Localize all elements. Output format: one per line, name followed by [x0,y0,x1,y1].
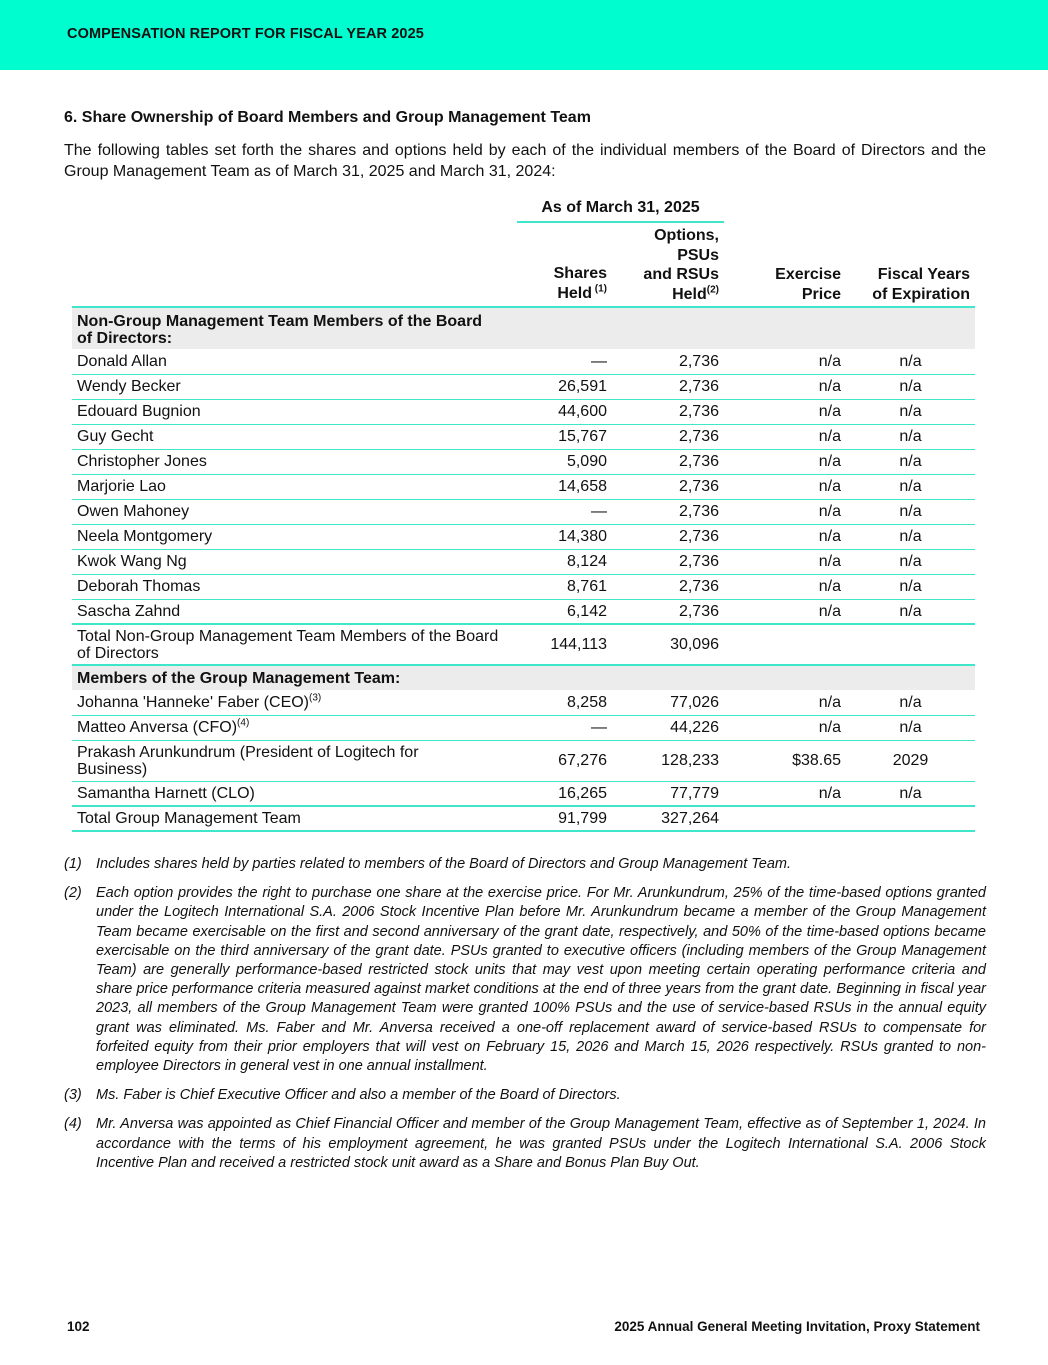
footnote-text: Each option provides the right to purchase one share at the exercise price. For Mr. Arunkundrum, 25% of the time-based options granted under the Logitech International S.A. 2006 Stock Incentive Plan before Mr. Arunkundrum became a member of the Group Management Team became exercisable on the first and second anniversary of the grant date, respectively, and 50% of the time-based options became exercisable on the third anniversary of the grant date. PSUs granted to executive officers (including members of the Group Management Team) are generally performance-based restricted stock units that may vest upon meeting certain operating performance criteria and share price performance criteria measured against market conditions at the end of three years from the grant date. Beginning in fiscal year 2023, all members of the Group Management Team were granted 100% PSUs and the use of service-based RSUs in the annual equity grant was eliminated. Ms. Faber and Mr. Anversa received a one-off replacement award of service-based RSUs to compensate for forfeited equity from their prior employers that will vest on February 15, 2026 and March 15, 2026 respectively. RSUs granted to non-employee Directors in general vest in one annual installment. [96,885,986,1075]
shares-held: — [591,503,607,520]
fiscal-expiration: n/a [899,503,922,520]
table-row [72,449,975,474]
table-row [72,549,975,574]
table-row [72,715,975,740]
section-heading-row [72,307,975,349]
exercise-label-line1: Exercise [775,266,841,283]
exercise-price: n/a [818,453,841,470]
exercise-label-line2: Price [801,285,841,303]
options-label-line1: Options, [654,227,719,244]
footnote-number: (4) [64,1116,82,1133]
shares-held: 44,600 [558,403,607,420]
table-header-row [72,226,975,307]
fiscal-expiration: n/a [899,578,922,595]
exercise-price: n/a [818,578,841,595]
exercise-price: n/a [818,403,841,420]
table-row [72,690,975,715]
exercise-price: n/a [818,428,841,445]
fiscal-expiration: n/a [899,719,922,736]
options-held: 2,736 [678,403,719,420]
fiscal-expiration: n/a [899,378,922,395]
footnote-4 [64,1115,986,1173]
section-heading: Non-Group Management Team Members of the Board of Directors: [77,312,483,347]
shares-held: 8,761 [566,578,607,595]
shares-held: 14,380 [558,528,607,545]
footnote-3 [64,1086,986,1105]
member-name: Prakash Arunkundrum (President of Logitech for Business) [77,743,419,778]
table-row [72,524,975,549]
total-options-held: 327,264 [661,810,719,827]
table-row [72,574,975,599]
exercise-price-column-header [724,226,846,307]
options-label-line4: Held [672,285,707,303]
table-row [72,374,975,399]
header-band [0,0,1048,70]
fiscal-expiration: n/a [899,428,922,445]
footnotes [64,855,986,1183]
options-held: 2,736 [678,453,719,470]
footnote-text: Ms. Faber is Chief Executive Officer and also a member of the Board of Directors. [96,1087,621,1104]
options-held: 2,736 [678,428,719,445]
table-row [72,499,975,524]
shares-held: 6,142 [566,602,607,620]
member-name: Sascha Zahnd [77,602,181,620]
exercise-price: n/a [818,503,841,520]
footnote-ref-4: (4) [237,717,250,729]
footnote-text: Mr. Anversa was appointed as Chief Financial Officer and member of the Group Management Team, effective as of September 1, 2024. In accordance with the terms of his employment agreement, he was granted PSUs under the Logitech International S.A. 2006 Stock Incentive Plan and received a restricted stock unit award as a Share and Bonus Plan Buy Out. [96,1116,986,1171]
shares-held: 8,124 [566,553,607,570]
table-row [72,349,975,374]
exercise-price: n/a [818,553,841,570]
options-column-header [612,226,724,307]
exercise-price: n/a [818,478,841,495]
fiscal-expiration: n/a [899,693,922,711]
fiscal-expiration: n/a [899,528,922,545]
total-label: Total Non-Group Management Team Members of the Board of Directors [77,627,499,662]
table-row [72,781,975,806]
footnote-number: (3) [64,1087,82,1104]
options-held: 77,779 [670,784,719,802]
member-name: Edouard Bugnion [77,403,201,420]
shares-held: 8,258 [566,693,607,711]
footnote-ref-1: (1) [592,283,607,295]
member-name: Guy Gecht [77,428,154,445]
fiscal-expiration: n/a [899,478,922,495]
member-name: Deborah Thomas [77,578,201,595]
fiscal-expiration: n/a [899,453,922,470]
fiscal-expiration: 2029 [892,752,929,769]
options-held: 2,736 [678,578,719,595]
member-name: Neela Montgomery [77,528,213,545]
exercise-price: n/a [818,693,841,711]
shares-held-label: Shares Held $^{(1)}$ [553,265,607,302]
section-heading: Members of the Group Management Team: [72,665,975,690]
column-group-header: As of March 31, 2025 [517,196,724,223]
options-held: 2,736 [678,503,719,520]
shares-held: 15,767 [558,428,607,445]
total-row [72,806,975,831]
options-label-line2: PSUs [677,246,719,264]
shares-held: — [591,352,607,370]
total-row [72,624,975,665]
footnote-number: (2) [64,885,82,902]
total-shares-held: 91,799 [558,810,607,827]
exercise-price: n/a [818,352,841,370]
footnote-text: Includes shares held by parties related to members of the Board of Directors and Group Management Team. [96,856,792,872]
member-name: Donald Allan [77,352,167,370]
member-name: Owen Mahoney [77,503,190,520]
table-row [72,474,975,499]
options-held: 2,736 [678,553,719,570]
shares-held: — [591,719,607,736]
shares-held: 14,658 [558,478,607,495]
member-name: Wendy Becker [77,378,181,395]
options-held: 2,736 [678,352,719,370]
options-held: 2,736 [678,378,719,395]
exercise-price: n/a [818,602,841,620]
footnote-ref-3: (3) [309,692,322,704]
shares-held-column-header [517,226,612,307]
options-held: 2,736 [678,602,719,620]
name-column-header [72,226,517,307]
table-row [72,740,975,781]
options-label-line3: and RSUs [643,266,719,283]
options-held: 2,736 [678,528,719,545]
fiscal-expiration: n/a [899,784,922,802]
footer-document-title: 2025 Annual General Meeting Invitation, Proxy Statement [614,1319,980,1334]
footnote-1 [64,855,986,874]
share-ownership-table [72,226,975,832]
exercise-price: n/a [818,719,841,736]
footnote-number: (1) [64,856,82,872]
options-held: 77,026 [670,693,719,711]
section-title: 6. Share Ownership of Board Members and Group Management Team [64,109,591,126]
fiscal-expiration: n/a [899,352,922,370]
fiscal-label-line1: Fiscal Years [877,266,970,283]
member-name: Samantha Harnett (CLO) [77,784,255,802]
total-options-held: 30,096 [670,636,719,653]
options-held: 44,226 [670,719,719,736]
member-name: Marjorie Lao [77,478,166,495]
shares-held: 67,276 [558,752,607,769]
exercise-price: n/a [818,784,841,802]
table-row [72,424,975,449]
options-held: 128,233 [661,752,719,769]
shares-held: 26,591 [558,378,607,395]
member-name: Johanna 'Hanneke' Faber (CEO) [77,693,310,711]
total-shares-held: 144,113 [550,636,607,653]
member-name: Matteo Anversa (CFO) [77,719,238,736]
total-label: Total Group Management Team [77,810,301,827]
fiscal-expiration: n/a [899,403,922,420]
exercise-price: $38.65 [792,752,841,769]
options-held: 2,736 [678,478,719,495]
page-number: 102 [67,1319,90,1334]
shares-held: 16,265 [558,784,607,802]
fiscal-years-column-header [846,226,975,307]
report-title: COMPENSATION REPORT FOR FISCAL YEAR 2025 [67,26,424,42]
fiscal-expiration: n/a [899,602,922,620]
footnote-ref-2: (2) [706,284,719,296]
fiscal-label-line2: of Expiration [872,285,970,303]
table-body [72,307,975,831]
table-row [72,399,975,424]
intro-paragraph: The following tables set forth the shares and options held by each of the individual members of the Board of Directors and the Group Management Team as of March 31, 2025 and March 31, 2024: [64,142,986,180]
footnote-2 [64,884,986,1076]
fiscal-expiration: n/a [899,553,922,570]
member-name: Christopher Jones [77,453,207,470]
table-row [72,599,975,624]
member-name: Kwok Wang Ng [77,553,187,570]
shares-held: 5,090 [566,453,607,470]
exercise-price: n/a [818,528,841,545]
section-heading-row [72,665,975,690]
exercise-price: n/a [818,378,841,395]
